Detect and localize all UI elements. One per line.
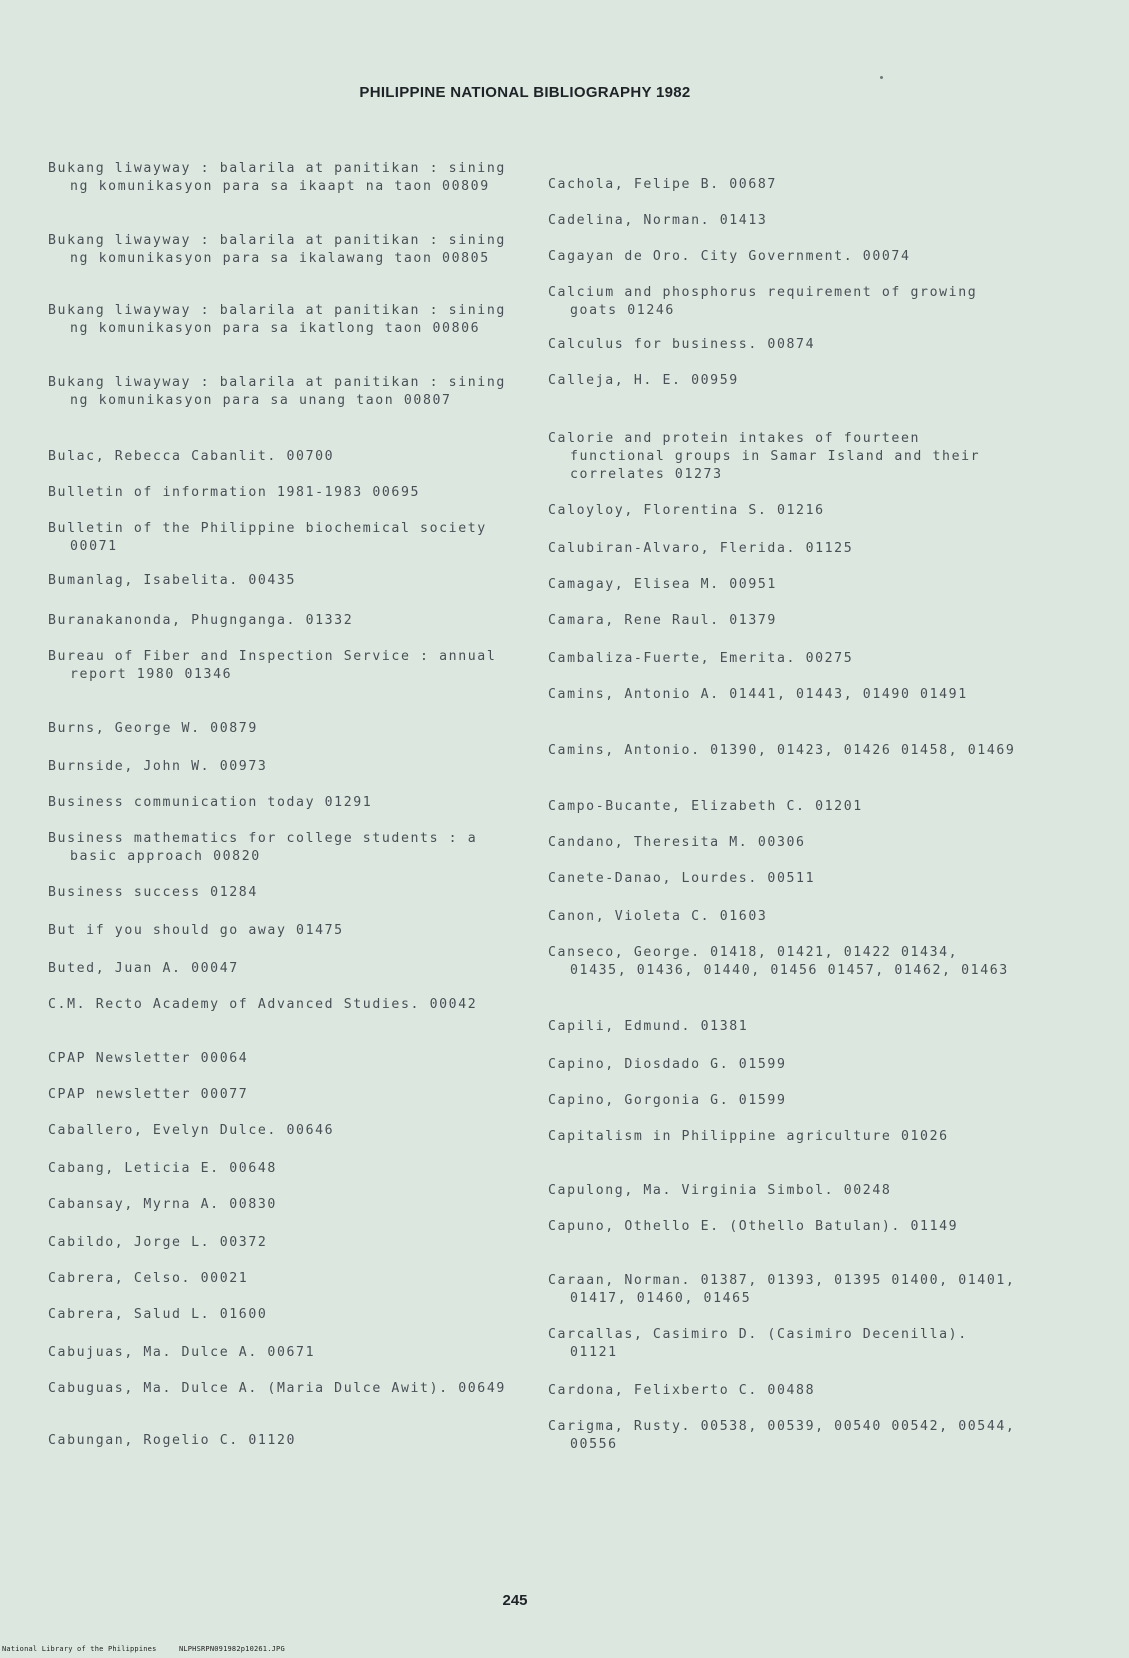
list-item: C.M. Recto Academy of Advanced Studies. 00042: [48, 997, 478, 1012]
list-item: Cardona, Felixberto C. 00488: [548, 1383, 816, 1398]
list-item: Canon, Violeta C. 01603: [548, 909, 768, 924]
list-item: Cambaliza-Fuerte, Emerita. 00275: [548, 651, 854, 666]
list-item: Cagayan de Oro. City Government. 00074: [548, 249, 911, 264]
list-item: Capino, Diosdado G. 01599: [548, 1057, 787, 1072]
list-item: Candano, Theresita M. 00306: [548, 835, 806, 850]
dust-speck: [880, 76, 883, 79]
list-item: Capuno, Othello E. (Othello Batulan). 01149: [548, 1219, 959, 1234]
list-item: Bukang liwayway : balarila at panitikan : sining ng komunikasyon para sa ikalawang taon 00805: [48, 233, 516, 266]
list-item: Bulac, Rebecca Cabanlit. 00700: [48, 449, 335, 464]
list-item: Buranakanonda, Phugnganga. 01332: [48, 613, 354, 628]
list-item: Cabang, Leticia E. 00648: [48, 1161, 277, 1176]
list-item: Calleja, H. E. 00959: [548, 373, 739, 388]
file-name: NLPHSRPN091982p10261.JPG: [178, 1645, 285, 1653]
list-item: Cabungan, Rogelio C. 01120: [48, 1433, 297, 1448]
list-item: Cabansay, Myrna A. 00830: [48, 1197, 277, 1212]
list-item: Caballero, Evelyn Dulce. 00646: [48, 1123, 335, 1138]
list-item: Camins, Antonio A. 01441, 01443, 01490 01491: [548, 687, 968, 702]
list-item: Capitalism in Philippine agriculture 01026: [548, 1129, 949, 1144]
list-item: Bulletin of the Philippine biochemical society 00071: [48, 521, 497, 554]
list-item: Canete-Danao, Lourdes. 00511: [548, 871, 816, 886]
list-item: Cabuguas, Ma. Dulce A. (Maria Dulce Awit). 00649: [48, 1381, 506, 1396]
list-item: Bureau of Fiber and Inspection Service : annual report 1980 01346: [48, 649, 506, 682]
library-credit: National Library of the Philippines: [2, 1645, 157, 1653]
list-item: Campo-Bucante, Elizabeth C. 01201: [548, 799, 863, 814]
list-item: Cachola, Felipe B. 00687: [548, 177, 777, 192]
list-item: CPAP newsletter 00077: [48, 1087, 249, 1102]
list-item: Capulong, Ma. Virginia Simbol. 00248: [548, 1183, 892, 1198]
list-item: Bukang liwayway : balarila at panitikan : sining ng komunikasyon para sa ikatlong taon 00806: [48, 303, 516, 336]
list-item: Capili, Edmund. 01381: [548, 1019, 749, 1034]
list-item: Calorie and protein intakes of fourteen functional groups in Samar Island and their correlates 01273: [548, 431, 990, 482]
page-title: PHILIPPINE NATIONAL BIBLIOGRAPHY 1982: [359, 84, 691, 101]
list-item: Cabrera, Salud L. 01600: [48, 1307, 268, 1322]
list-item: Bumanlag, Isabelita. 00435: [48, 573, 297, 588]
list-item: Caloyloy, Florentina S. 01216: [548, 503, 825, 518]
list-item: Carcallas, Casimiro D. (Casimiro Decenilla). 01121: [548, 1327, 978, 1360]
list-item: Camagay, Elisea M. 00951: [548, 577, 777, 592]
list-item: Camara, Rene Raul. 01379: [548, 613, 777, 628]
list-item: Bukang liwayway : balarila at panitikan : sining ng komunikasyon para sa unang taon 00807: [48, 375, 516, 408]
list-item: Cabrera, Celso. 00021: [48, 1271, 249, 1286]
list-item: Calculus for business. 00874: [548, 337, 816, 352]
list-item: Burns, George W. 00879: [48, 721, 258, 736]
list-item: Caraan, Norman. 01387, 01393, 01395 01400, 01401, 01417, 01460, 01465: [548, 1273, 1025, 1306]
list-item: Bukang liwayway : balarila at panitikan : sining ng komunikasyon para sa ikaapt na taon 00809: [48, 161, 516, 194]
list-item: Bulletin of information 1981-1983 00695: [48, 485, 421, 500]
list-item: Cabildo, Jorge L. 00372: [48, 1235, 268, 1250]
list-item: Business success 01284: [48, 885, 258, 900]
list-item: Calubiran-Alvaro, Flerida. 01125: [548, 541, 854, 556]
list-item: Calcium and phosphorus requirement of growing goats 01246: [548, 285, 987, 318]
list-item: Cabujuas, Ma. Dulce A. 00671: [48, 1345, 316, 1360]
scan-footer: [2, 1645, 303, 1653]
list-item: Burnside, John W. 00973: [48, 759, 268, 774]
list-item: But if you should go away 01475: [48, 923, 344, 938]
page-number: 245: [502, 1592, 528, 1609]
list-item: Buted, Juan A. 00047: [48, 961, 239, 976]
list-item: Business mathematics for college students : a basic approach 00820: [48, 831, 487, 864]
list-item: Business communication today 01291: [48, 795, 373, 810]
list-item: Camins, Antonio. 01390, 01423, 01426 01458, 01469: [548, 743, 1016, 758]
list-item: Capino, Gorgonia G. 01599: [548, 1093, 787, 1108]
list-item: Cadelina, Norman. 01413: [548, 213, 768, 228]
list-item: CPAP Newsletter 00064: [48, 1051, 249, 1066]
list-item: Carigma, Rusty. 00538, 00539, 00540 00542, 00544, 00556: [548, 1419, 1025, 1452]
list-item: Canseco, George. 01418, 01421, 01422 01434, 01435, 01436, 01440, 01456 01457, 01462, 01463: [548, 945, 1009, 978]
